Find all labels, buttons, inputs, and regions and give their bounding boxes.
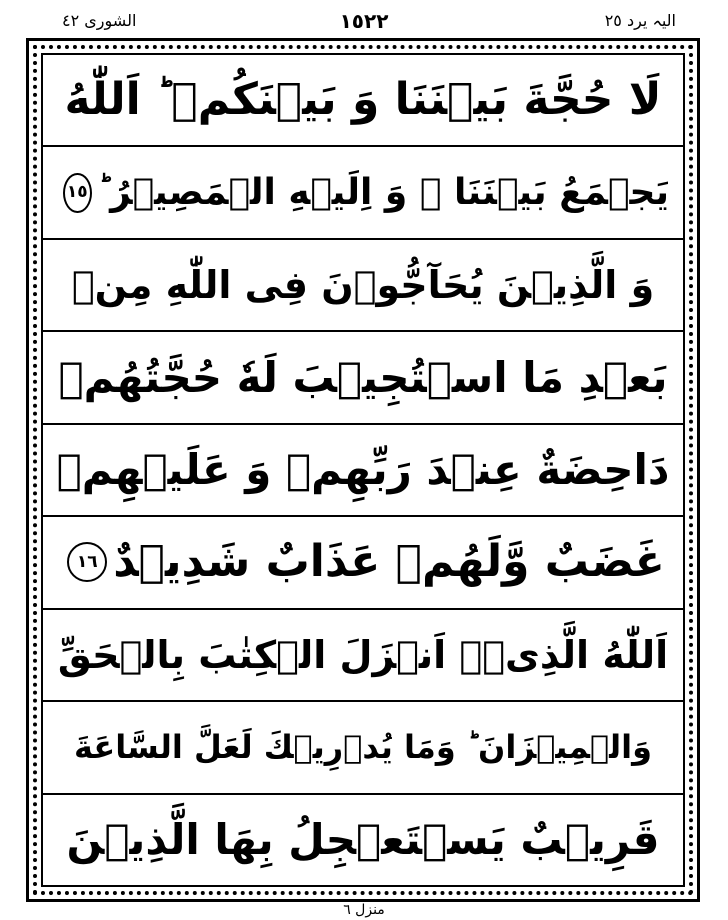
verse-text: وَ الَّذِيۡنَ يُحَآجُّوۡنَ فِى اللّٰهِ مِنۡ	[71, 263, 655, 308]
manzil-footer: منزل ٦	[343, 902, 385, 918]
verse-text: قَرِيۡبٌ يَسۡتَعۡجِلُ بِهَا الَّذِيۡنَ	[66, 814, 660, 864]
verse-line	[43, 702, 683, 794]
ayah-number-marker: ١٥	[63, 173, 92, 213]
verse-text: وَالۡمِيۡزَانَ ؕ وَمَا يُدۡرِيۡكَ لَعَلَّ السَّاعَةَ	[74, 728, 653, 767]
verse-line	[43, 147, 683, 239]
verse-line	[43, 795, 683, 885]
page-border	[26, 38, 700, 902]
verse-line	[43, 240, 683, 332]
surah-name-header: الشوری ٤٢	[62, 11, 137, 30]
verse-text: بَعۡدِ مَا اسۡتُجِيۡبَ لَهٗ حُجَّتُهُمۡ	[58, 352, 668, 402]
text-area	[41, 53, 685, 887]
ayah-number-marker: ١٦	[67, 542, 107, 582]
verse-text: يَجۡمَعُ بَيۡنَنَا ۚ وَ اِلَيۡهِ الۡمَصِيۡرُ ؕ	[97, 171, 669, 213]
verse-line	[43, 425, 683, 517]
verse-line	[43, 517, 683, 609]
verse-text: اَللّٰهُ الَّذِىۡۤ اَنۡزَلَ الۡكِتٰبَ بِالۡحَقِّ	[57, 632, 669, 677]
verse-line	[43, 55, 683, 147]
verse-line	[43, 332, 683, 424]
verse-text: غَضَبٌ وَّلَهُمۡ عَذَابٌ شَدِيۡدٌ	[113, 536, 665, 588]
page-number: ١٥٢٢	[339, 9, 389, 33]
juz-name-header: الیہ یرد ٢٥	[604, 11, 676, 30]
verse-text: دَاحِضَةٌ عِنۡدَ رَبِّهِمۡ وَ عَلَيۡهِمۡ	[56, 444, 670, 494]
verse-text: لَا حُجَّةَ بَيۡنَنَا وَ بَيۡنَكُمۡ ؕ اَللّٰهُ	[64, 74, 662, 126]
verse-lines	[43, 55, 683, 885]
verse-line	[43, 610, 683, 702]
